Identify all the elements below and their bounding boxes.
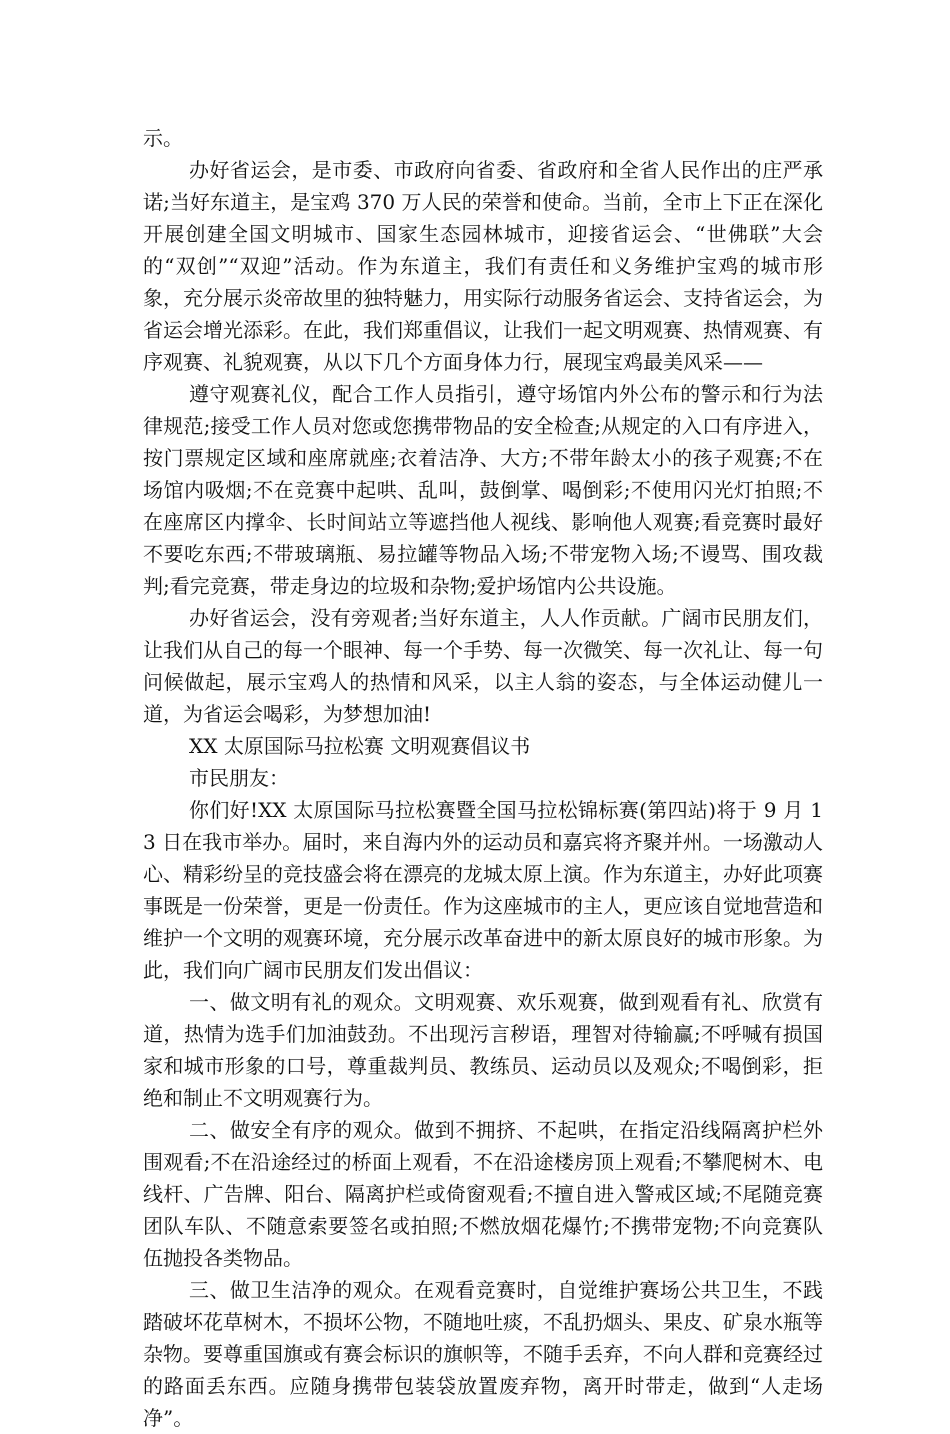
paragraph-marathon-intro: 你们好!XX 太原国际马拉松赛暨全国马拉松锦标赛(第四站)将于 9 月 13 日在我市举办。届时，来自海内外的运动员和嘉宾将齐聚并州。一场激动人心、精彩纷呈的竞技盛会将在漂亮的龙城太原上演。作为东道主，办好此项赛事既是一份荣誉，更是一份责任。作为这座城市的主人，更应该自觉地营造和维护一个文明的观赛环境，充分展示改革奋进中的新太原良好的城市形象。为此，我们向广阔市民朋友们发出倡议： bbox=[143, 798, 823, 982]
paragraph-civil-audience: 一、做文明有礼的观众。文明观赛、欢乐观赛，做到观看有礼、欣赏有道，热情为选手们加油鼓劲。不出现污言秽语，理智对待输赢;不呼喊有损国家和城市形象的口号，尊重裁判员、教练员、运动员以及观众;不喝倒彩，拒绝和制止不文明观赛行为。 bbox=[143, 990, 823, 1110]
paragraph-games-commitment: 办好省运会，是市委、市政府向省委、省政府和全省人民作出的庄严承诺;当好东道主，是宝鸡 370 万人民的荣誉和使命。当前，全市上下正在深化开展创建全国文明城市、国家生态园林城市，迎接省运会、“世佛联”大会的“双创”“双迎”活动。作为东道主，我们有责任和义务维护宝鸡的城市形象，充分展示炎帝故里的独特魅力，用实际行动服务省运会、支持省运会，为省运会增光添彩。在此，我们郑重倡议，让我们一起文明观赛、热情观赛、有序观赛、礼貌观赛，从以下几个方面身体力行，展现宝鸡最美风采—— bbox=[143, 158, 823, 374]
paragraph-spectator-etiquette: 遵守观赛礼仪，配合工作人员指引，遵守场馆内外公布的警示和行为法律规范;接受工作人员对您或您携带物品的安全检查;从规定的入口有序进入，按门票规定区域和座席就座;衣着洁净、大方;不带年龄太小的孩子观赛;不在场馆内吸烟;不在竞赛中起哄、乱叫，鼓倒掌、喝倒彩;不使用闪光灯拍照;不在座席区内撑伞、长时间站立等遮挡他人视线、影响他人观赛;看竞赛时最好不要吃东西;不带玻璃瓶、易拉罐等物品入场;不带宠物入场;不谩骂、围攻裁判;看完竞赛，带走身边的垃圾和杂物;爱护场馆内公共设施。 bbox=[143, 382, 823, 598]
paragraph-safe-audience: 二、做安全有序的观众。做到不拥挤、不起哄，在指定沿线隔离护栏外围观看;不在沿途经过的桥面上观看，不在沿途楼房顶上观看;不攀爬树木、电线杆、广告牌、阳台、隔离护栏或倚窗观看;不擅自进入警戒区域;不尾随竞赛团队车队、不随意索要签名或拍照;不燃放烟花爆竹;不携带宠物;不向竞赛队伍抛投各类物品。 bbox=[143, 1118, 823, 1270]
paragraph-clean-audience: 三、做卫生洁净的观众。在观看竞赛时，自觉维护赛场公共卫生，不践踏破坏花草树木，不损坏公物，不随地吐痰，不乱扔烟头、果皮、矿泉水瓶等杂物。要尊重国旗或有赛会标识的旗帜等，不随手丢弃，不向人群和竞赛经过的路面丢东西。应随身携带包装袋放置废弃物，离开时带走，做到“人走场净”。 bbox=[143, 1278, 823, 1430]
marathon-proposal-title: XX 太原国际马拉松赛 文明观赛倡议书 bbox=[189, 734, 531, 758]
paragraph-continuation: 示。 bbox=[143, 126, 183, 150]
paragraph-closing-appeal: 办好省运会，没有旁观者;当好东道主，人人作贡献。广阔市民朋友们，让我们从自己的每一个眼神、每一个手势、每一次微笑、每一次礼让、每一句问候做起，展示宝鸡人的热情和风采，以主人翁的姿态，与全体运动健儿一道，为省运会喝彩，为梦想加油! bbox=[143, 606, 823, 726]
salutation: 市民朋友： bbox=[189, 766, 289, 790]
document-body bbox=[143, 122, 823, 1434]
